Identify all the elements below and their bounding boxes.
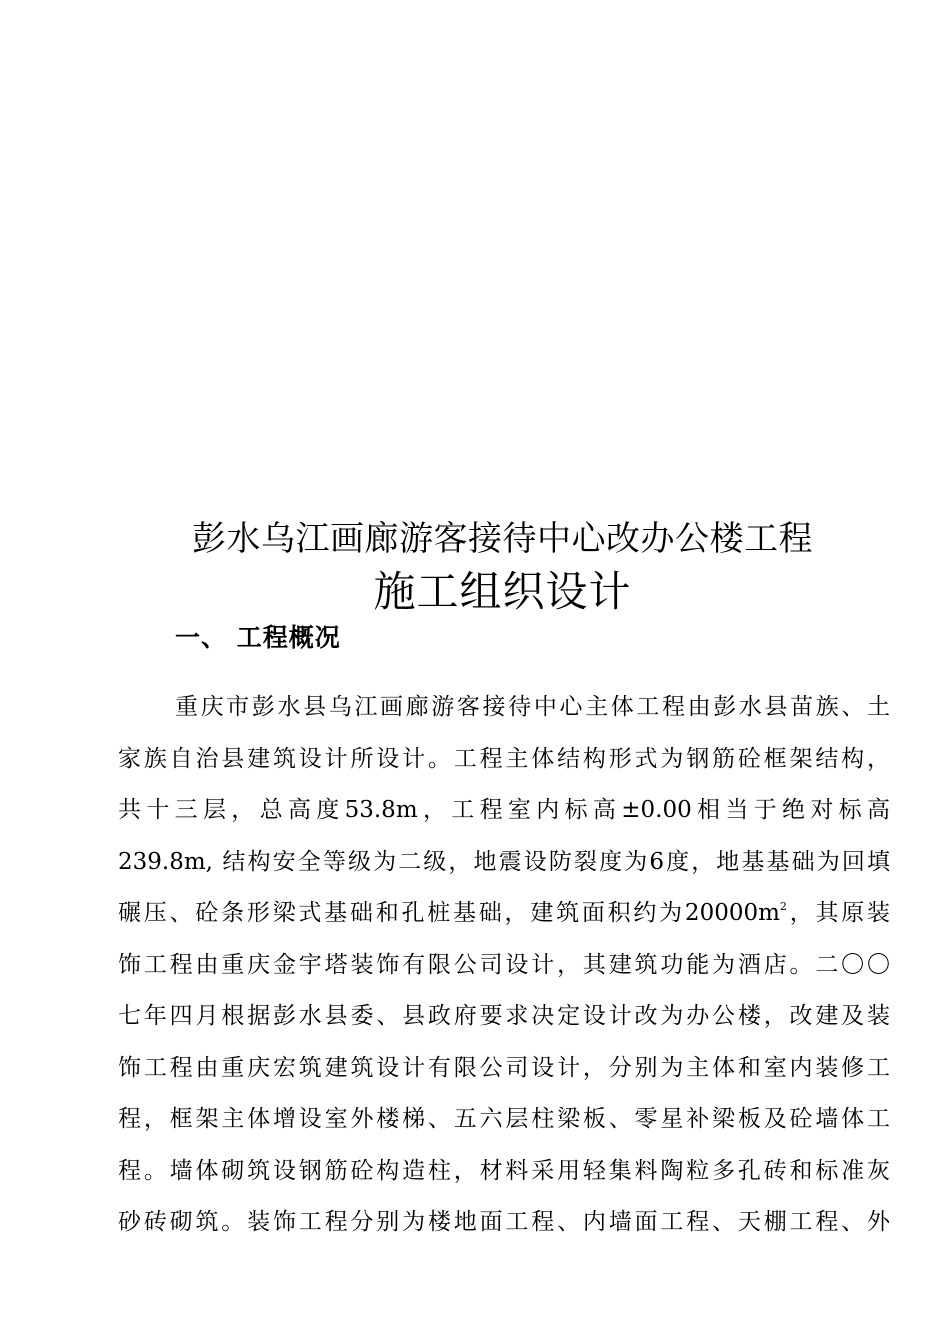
paragraph-line: 七年四月根据彭水县委、县政府要求决定设计改为办公楼，改建及装 bbox=[118, 1003, 890, 1029]
paragraph-line-with-area bbox=[118, 888, 890, 940]
section-heading: 一、 工程概况 bbox=[175, 623, 341, 652]
paragraph-line: 饰工程由重庆宏筑建筑设计有限公司设计，分别为主体和室内装修工 bbox=[118, 1054, 890, 1081]
paragraph-line: 家族自治县建筑设计所设计。工程主体结构形式为钢筋砼框架结构， bbox=[118, 745, 890, 772]
document-subtitle: 施工组织设计 bbox=[373, 567, 632, 616]
paragraph-line: 饰工程由重庆金宇塔装饰有限公司设计，其建筑功能为酒店。二〇〇 bbox=[118, 951, 890, 978]
paragraph-line: 重庆市彭水县乌江画廊游客接待中心主体工程由彭水县苗族、土 bbox=[175, 694, 890, 720]
paragraph-line: 共十三层，总高度53.8m，工程室内标高±0.00相当于绝对标高 bbox=[118, 797, 890, 823]
paragraph-line-tail: ，其原装 bbox=[786, 900, 891, 926]
body-paragraph bbox=[118, 682, 890, 1249]
superscript: 2 bbox=[779, 900, 787, 913]
paragraph-line: 程，框架主体增设室外楼梯、五六层柱梁板、零星补梁板及砼墙体工 bbox=[118, 1106, 890, 1132]
document-title: 彭水乌江画廊游客接待中心改办公楼工程 bbox=[192, 519, 813, 559]
paragraph-line-text: 碾压、砼条形梁式基础和孔桩基础，建筑面积约为20000m bbox=[118, 900, 780, 926]
paragraph-line: 程。墙体砌筑设钢筋砼构造柱，材料采用轻集料陶粒多孔砖和标准灰 bbox=[118, 1157, 890, 1184]
paragraph-line: 砂砖砌筑。装饰工程分别为楼地面工程、内墙面工程、天棚工程、外 bbox=[118, 1209, 890, 1235]
paragraph-line: 239.8m, 结构安全等级为二级，地震设防裂度为6度，地基基础为回填 bbox=[118, 848, 890, 875]
